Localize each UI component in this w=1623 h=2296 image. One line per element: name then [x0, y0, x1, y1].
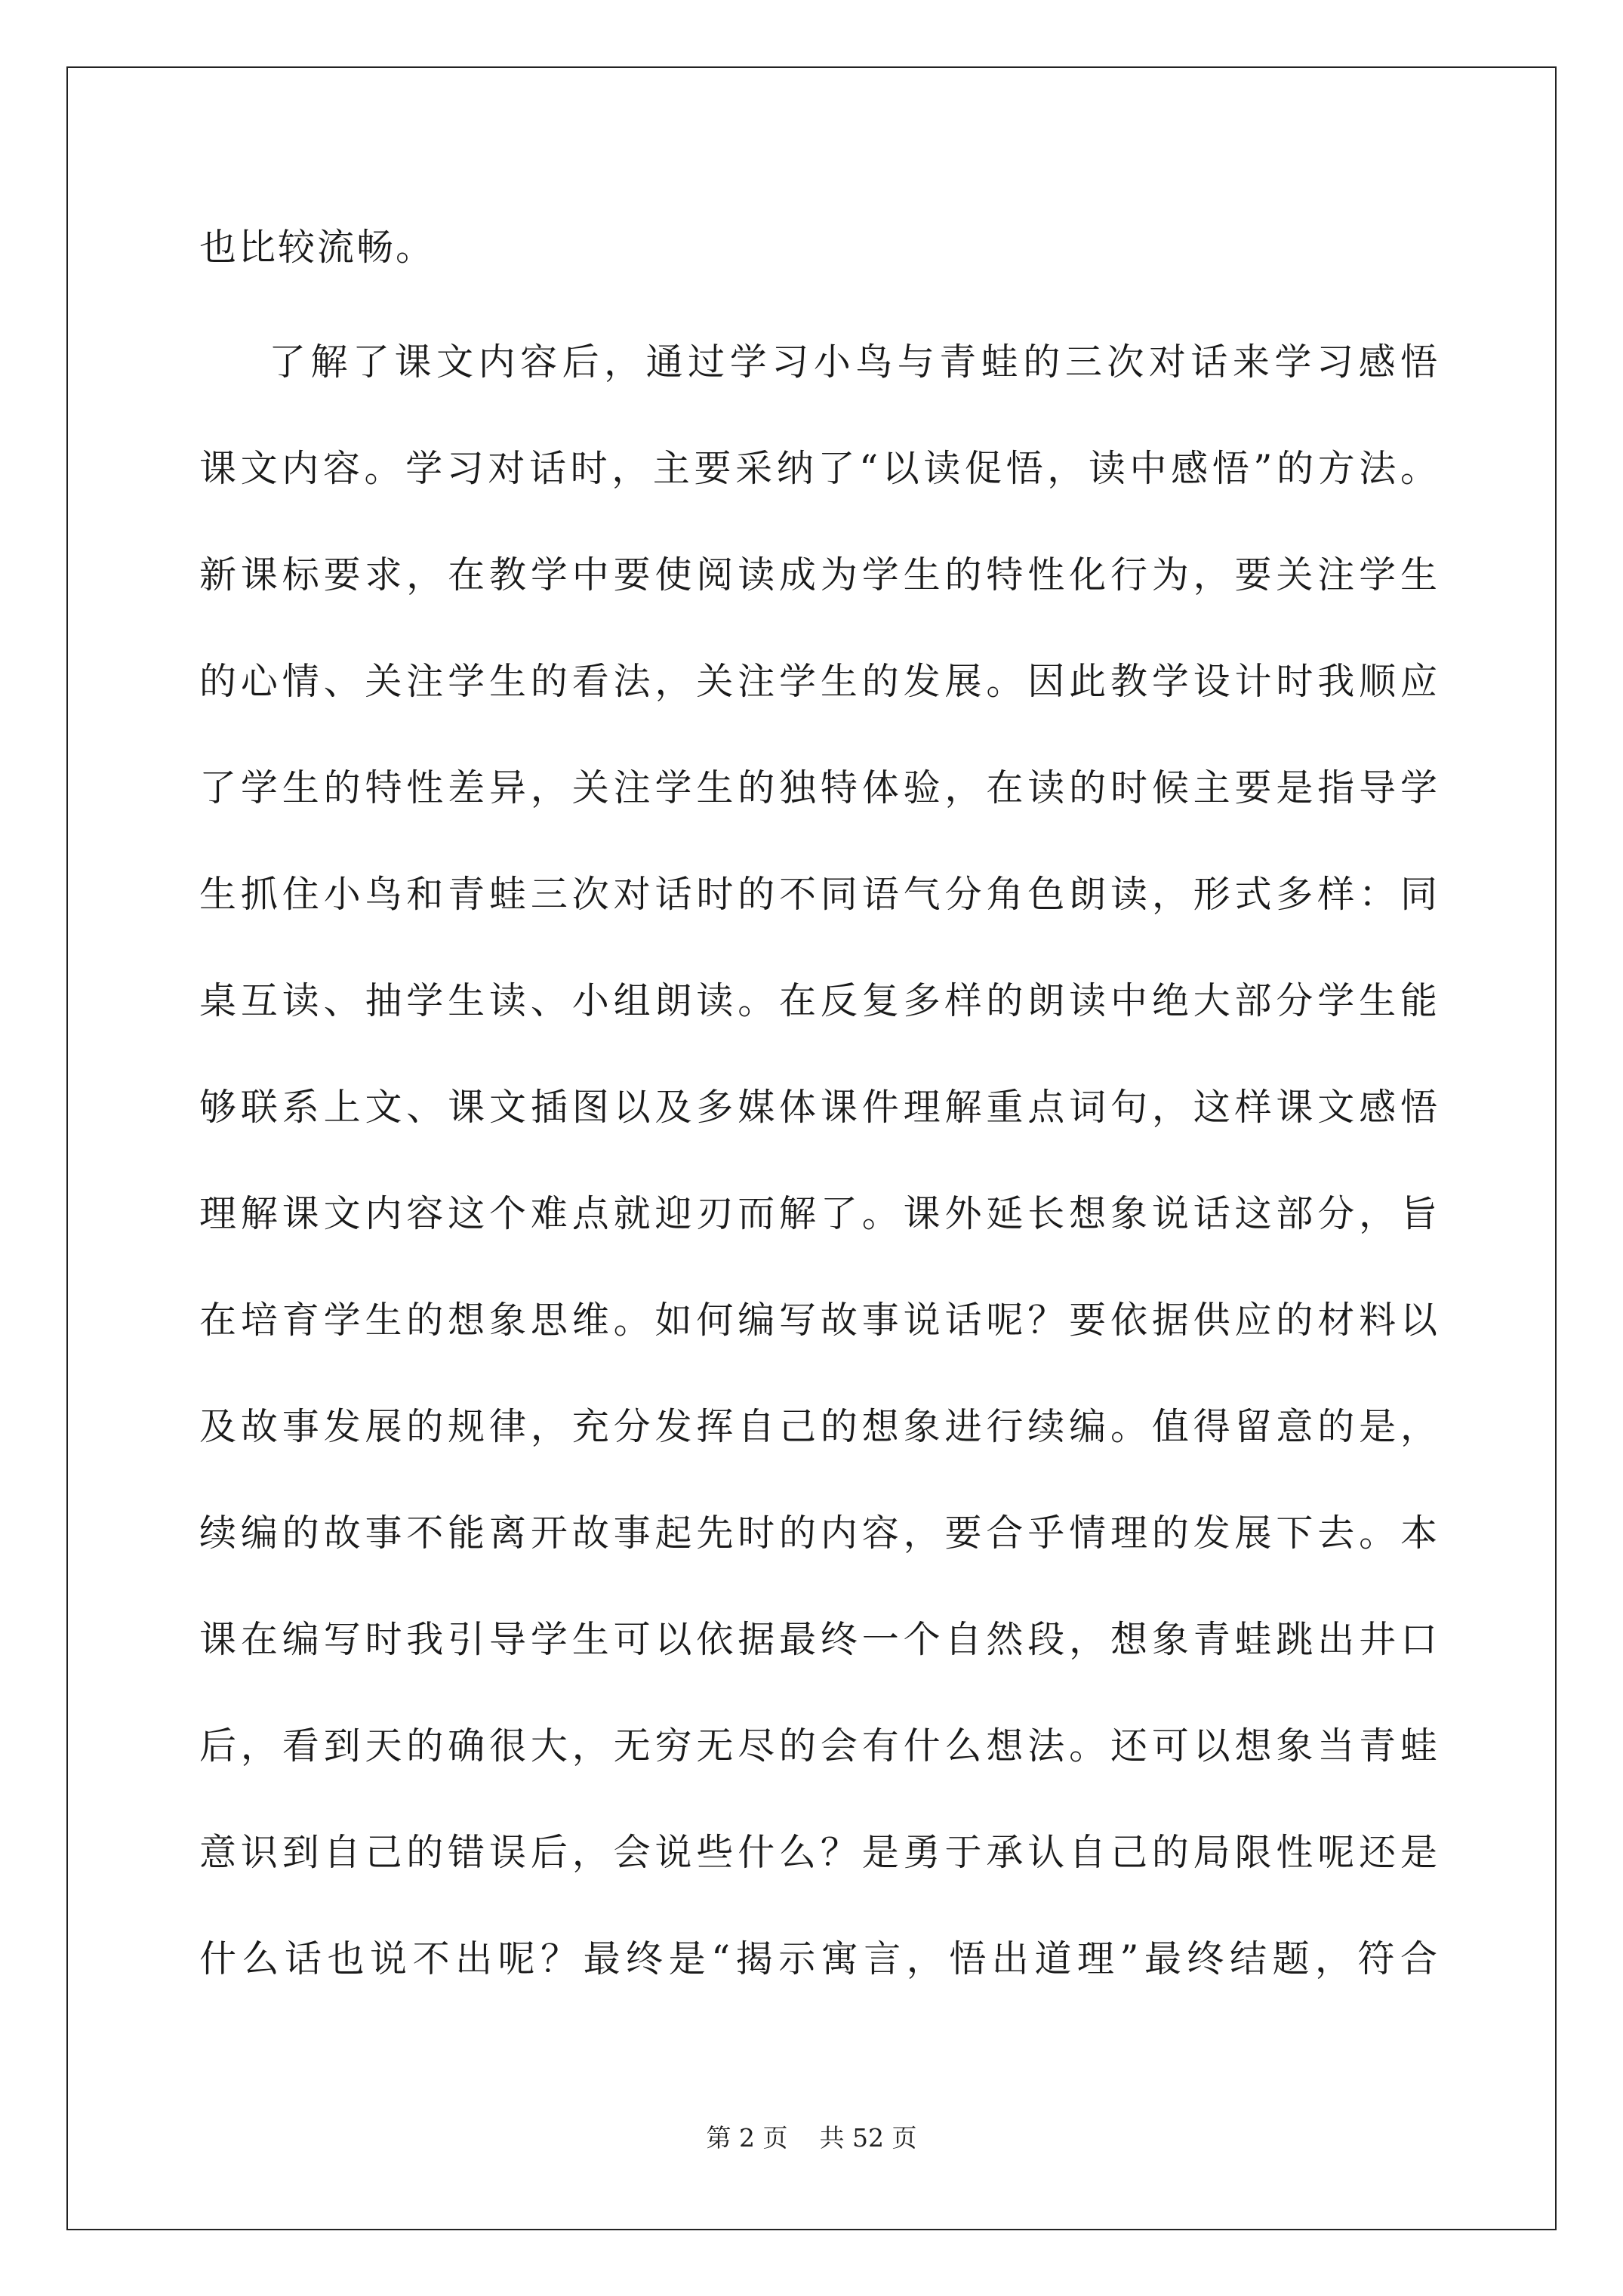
- text-line: 够联系上文、课文插图以及多媒体课件理解重点词句，这样课文感悟: [199, 1086, 1437, 1129]
- text-line: 也比较流畅。: [199, 226, 436, 269]
- text-line: 及故事发展的规律，充分发挥自己的想象进行续编。值得留意的是，: [199, 1405, 1437, 1448]
- text-line: 理解课文内容这个难点就迎刃而解了。课外延长想象说话这部分，旨: [199, 1192, 1437, 1235]
- paragraph-first-line: 了解了课文内容后，通过学习小鸟与青蛙的三次对话来学习感悟: [269, 341, 1437, 384]
- text-line: 课在编写时我引导学生可以依据最终一个自然段，想象青蛙跳出井口: [199, 1618, 1437, 1661]
- text-line: 续编的故事不能离开故事起先时的内容，要合乎情理的发展下去。本: [199, 1512, 1437, 1555]
- page-total: 共 52 页: [819, 2123, 917, 2153]
- text-line: 后，看到天的确很大，无穷无尽的会有什么想法。还可以想象当青蛙: [199, 1724, 1437, 1767]
- text-line: 在培育学生的想象思维。如何编写故事说话呢？要依据供应的材料以: [199, 1299, 1437, 1342]
- text-line: 了学生的特性差异，关注学生的独特体验，在读的时候主要是指导学: [199, 766, 1437, 809]
- page-number: 第 2 页: [706, 2123, 788, 2153]
- text-line: 生抓住小鸟和青蛙三次对话时的不同语气分角色朗读，形式多样：同: [199, 873, 1437, 916]
- text-line: 课文内容。学习对话时，主要采纳了“以读促悟，读中感悟”的方法。: [199, 447, 1437, 490]
- text-line: 桌互读、抽学生读、小组朗读。在反复多样的朗读中绝大部分学生能: [199, 979, 1437, 1022]
- text-line: 什么话也说不出呢？最终是“揭示寓言，悟出道理”最终结题，符合: [199, 1937, 1437, 1980]
- text-line: 新课标要求，在教学中要使阅读成为学生的特性化行为，要关注学生: [199, 553, 1437, 596]
- page-border: [66, 66, 1557, 2230]
- page-footer: [0, 2123, 1623, 2153]
- text-line: 的心情、关注学生的看法，关注学生的发展。因此教学设计时我顺应: [199, 660, 1437, 703]
- text-line: 意识到自己的错误后，会说些什么？是勇于承认自己的局限性呢还是: [199, 1831, 1437, 1874]
